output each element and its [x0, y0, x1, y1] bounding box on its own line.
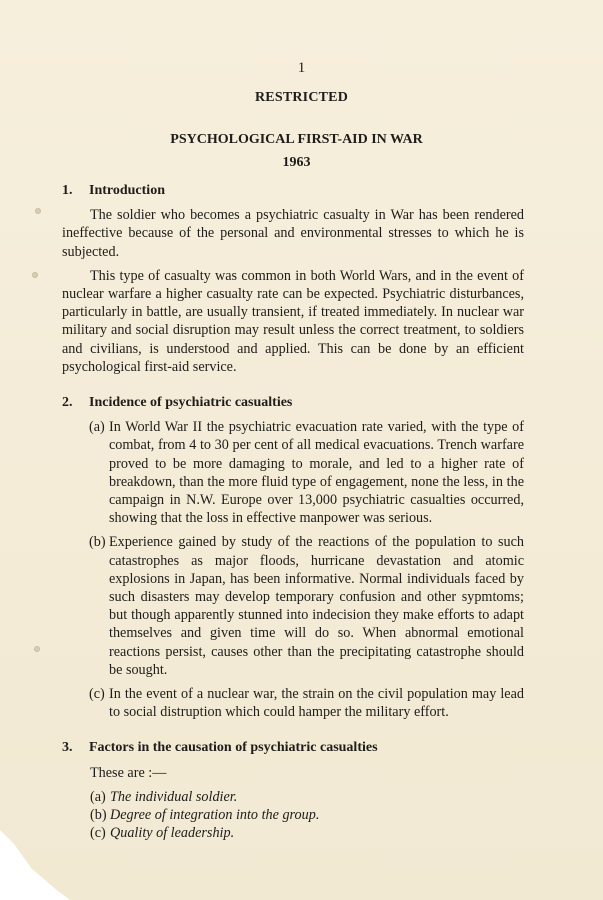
section-heading	[62, 739, 524, 757]
item-label: (b)	[89, 534, 106, 551]
section-title: Introduction	[89, 183, 165, 198]
list-intro: These are :—	[90, 764, 167, 781]
section-title: Factors in the causation of psychiatric casualties	[89, 740, 378, 756]
punch-hole	[35, 208, 41, 214]
section-heading	[62, 394, 524, 412]
factor-text: The individual soldier.	[110, 788, 238, 805]
section-heading	[62, 182, 524, 200]
list-item	[62, 685, 524, 721]
paragraph: The soldier who becomes a psychiatric casualty in War has been rendered ineffective because of the personal and environmental stresses to which he is subjected.	[62, 207, 524, 260]
punch-hole	[34, 646, 40, 652]
paragraph: This type of casualty was common in both World Wars, and in the event of nuclear warfare a higher casualty rate can be expected. Psychiatric disturbances, particularly in battle, are usually transient, if treated immediately. In nuclear war military and social disruption may result unless the correct treatment, to soldiers and civilians, is understood and applied. This can be done by an efficient psychological first-aid service.	[62, 267, 524, 375]
factor-text: Degree of integration into the group.	[110, 807, 320, 824]
document-title: PSYCHOLOGICAL FIRST-AID IN WAR	[170, 132, 423, 147]
punch-hole	[32, 272, 38, 278]
section-number: 2.	[62, 395, 73, 411]
factor-item	[62, 788, 524, 806]
section-number: 1.	[62, 183, 73, 198]
list-item	[62, 533, 524, 679]
document-year: 1963	[282, 155, 311, 170]
factor-item	[62, 824, 524, 842]
list-item	[62, 418, 524, 527]
item-label: (a)	[89, 419, 105, 436]
item-text: Experience gained by study of the reactions of the population to such catastrophes as major floods, hurricane devastation and atomic explosions in Japan, has been informative. Normal individuals faced by such disasters may develop temporary confusion and other sypmtoms; but though apparently stunned into indecision they make efforts to adapt themselves and given time will do so. When abnormal emotional reactions persist, causes other than the precipitating catastrophe should be sought.	[109, 534, 524, 678]
section-title: Incidence of psychiatric casualties	[89, 395, 293, 411]
document-body	[62, 182, 524, 843]
torn-corner	[0, 830, 70, 900]
factor-text: Quality of leadership.	[110, 825, 235, 842]
factor-label: (b)	[90, 807, 107, 824]
page-number: 1	[297, 60, 306, 76]
item-text: In World War II the psychiatric evacuation rate varied, with the type of combat, from 4 to 30 per cent of all medical evacuations. Trench warfare proved to be more damaging to morale, and led to a higher rate of breakdown, than the more fluid type of engagement, none the less, in the campaign in N.W. Europe over 13,000 psychiatric casualties occurred, showing that the loss in effective manpower was serious.	[109, 419, 524, 527]
factor-label: (c)	[90, 825, 106, 842]
classification-marking: RESTRICTED	[254, 90, 349, 105]
factor-item	[62, 806, 524, 824]
factor-label: (a)	[90, 788, 106, 805]
item-label: (c)	[89, 686, 105, 703]
item-text: In the event of a nuclear war, the strain on the civil population may lead to social distruption which could hamper the military effort.	[109, 686, 524, 721]
section-number: 3.	[62, 740, 73, 756]
